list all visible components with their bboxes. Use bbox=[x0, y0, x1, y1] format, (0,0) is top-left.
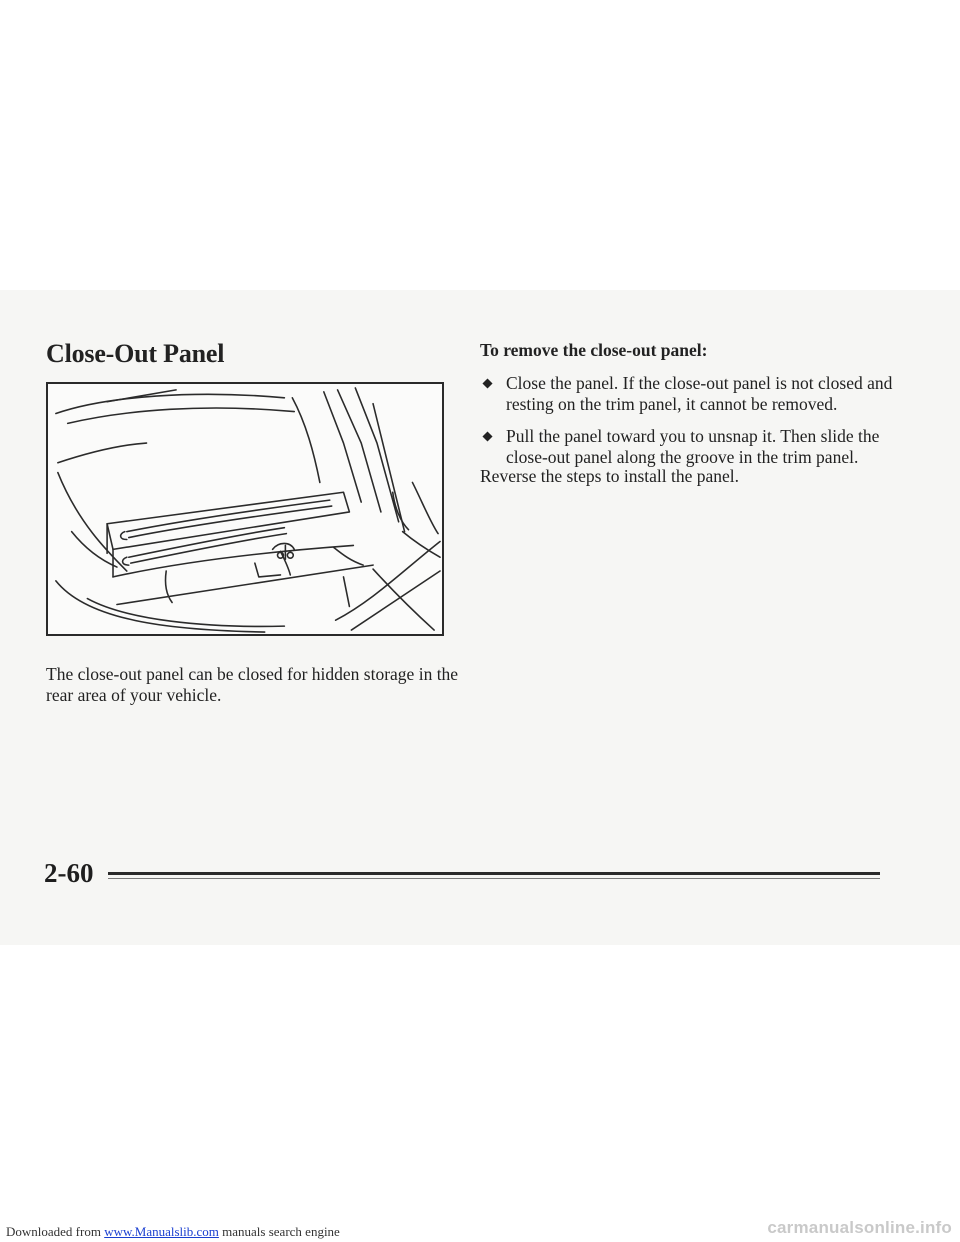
page-footer-rule-thin bbox=[108, 878, 880, 879]
page-number: 2-60 bbox=[44, 858, 94, 888]
section-title: Close-Out Panel bbox=[46, 339, 225, 368]
download-credit-prefix: Downloaded from bbox=[6, 1224, 105, 1239]
watermark-brand: carmanualsonline.info bbox=[767, 1218, 952, 1237]
download-credit bbox=[6, 1224, 340, 1240]
closing-instruction: Reverse the steps to install the panel. bbox=[480, 466, 740, 486]
procedure-step-2 bbox=[480, 426, 900, 468]
cargo-area-drawing bbox=[48, 384, 442, 634]
diamond-bullet-icon bbox=[482, 431, 493, 442]
diamond-bullet-icon bbox=[482, 378, 493, 389]
procedure-steps bbox=[480, 373, 900, 479]
figure-caption: The close-out panel can be closed for hidden storage in the rear area of your vehicle. bbox=[46, 664, 459, 705]
procedure-step-text: Close the panel. If the close-out panel is not closed and resting on the trim panel, it cannot be removed. bbox=[506, 373, 893, 414]
download-credit-suffix: manuals search engine bbox=[218, 1224, 340, 1239]
cargo-area-illustration bbox=[46, 382, 444, 636]
procedure-step-text: Pull the panel toward you to unsnap it. Then slide the close-out panel along the groove in the trim panel. bbox=[506, 426, 880, 467]
procedure-step-1 bbox=[480, 373, 900, 415]
procedure-heading: To remove the close-out panel: bbox=[480, 340, 708, 360]
manualslib-link[interactable]: www.Manualslib.com bbox=[104, 1224, 219, 1239]
page-footer-rule bbox=[108, 872, 880, 875]
